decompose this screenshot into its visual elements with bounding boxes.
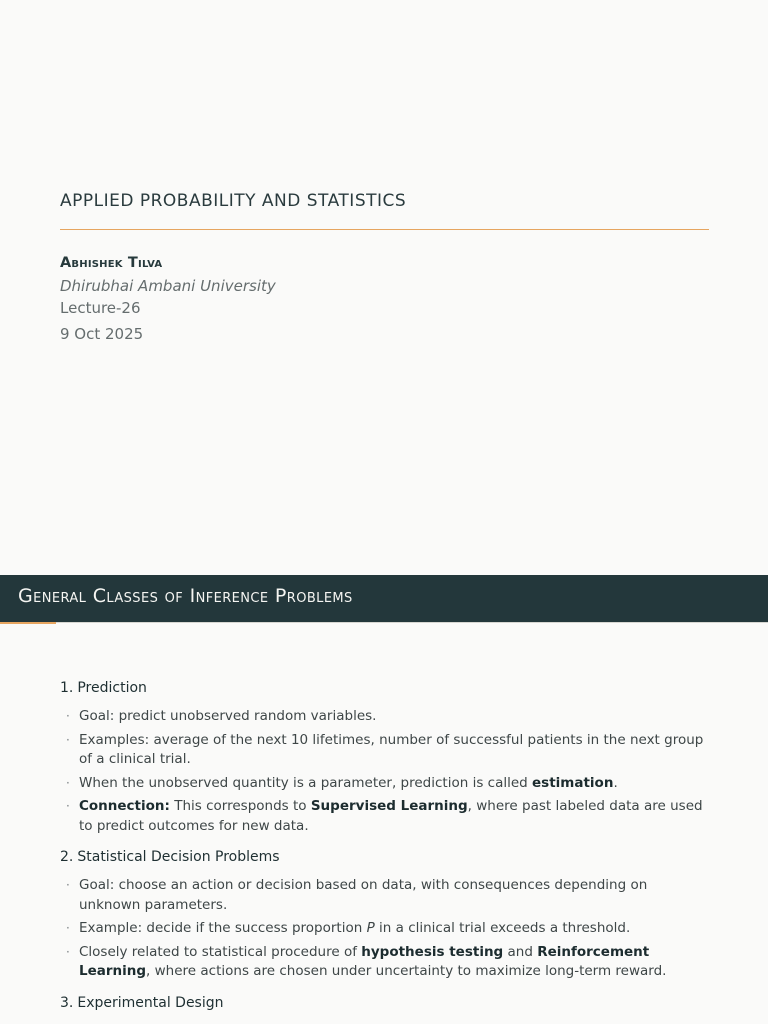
bullet-item xyxy=(60,919,710,939)
frame-progress-track xyxy=(0,622,768,623)
institution-name: Dhirubhai Ambani University xyxy=(60,277,276,295)
bullet-emphasis: Connection: xyxy=(79,798,170,814)
section-heading xyxy=(60,678,710,698)
deck-title: APPLIED PROBABILITY AND STATISTICS xyxy=(60,191,407,212)
bullet-text: P xyxy=(366,920,375,936)
bullet-text: , where past labeled data are used to predict outcomes for new data. xyxy=(79,798,703,834)
bullet-dot-icon: · xyxy=(66,878,70,892)
section-title: Experimental Design xyxy=(77,994,224,1011)
bullet-text: , where actions are chosen under uncertainty to maximize long-term reward. xyxy=(146,963,667,979)
bullet-text: This corresponds to xyxy=(169,798,311,814)
bullet-text: . xyxy=(613,774,618,791)
section-heading xyxy=(60,847,710,867)
bullet-list xyxy=(60,707,710,836)
bullet-dot-icon: · xyxy=(66,709,70,723)
bullet-item xyxy=(60,707,710,727)
bullet-text: Examples: average of the next 10 lifetimes, number of successful patients in the next group of a clinical trial. xyxy=(79,731,704,767)
bullet-list xyxy=(60,876,710,982)
section-number: 1. xyxy=(60,680,74,696)
bullet-text: Goal: choose an action or decision based on data, with consequences depending on unknown parameters. xyxy=(79,877,648,913)
frame-title: General Classes of Inference Problems xyxy=(18,585,353,607)
section-number: 2. xyxy=(60,849,74,865)
bullet-emphasis: Reinforcement Learning xyxy=(79,943,650,979)
bullet-emphasis: hypothesis testing xyxy=(361,943,504,960)
bullet-item xyxy=(60,731,710,770)
frame-title-bar xyxy=(0,575,768,622)
lecture-date: 9 Oct 2025 xyxy=(60,325,144,343)
lecture-number: Lecture-26 xyxy=(60,299,141,317)
section-heading xyxy=(60,993,710,1013)
slide-content xyxy=(60,678,710,1022)
bullet-dot-icon: · xyxy=(66,732,70,747)
bullet-item xyxy=(60,943,710,982)
bullet-text: and xyxy=(503,943,538,960)
author-name: Abhishek Tilva xyxy=(60,255,163,271)
bullet-item xyxy=(60,774,710,794)
section-title: Statistical Decision Problems xyxy=(77,849,280,865)
bullet-text: Goal: predict unobserved random variables. xyxy=(79,708,377,724)
bullet-emphasis: estimation xyxy=(532,774,614,791)
bullet-item xyxy=(60,797,710,836)
section-title: Prediction xyxy=(77,680,147,696)
bullet-text: Closely related to statistical procedure of xyxy=(79,943,362,960)
bullet-dot-icon: · xyxy=(66,799,70,813)
bullet-dot-icon: · xyxy=(66,944,70,959)
bullet-dot-icon: · xyxy=(66,775,70,790)
bullet-text: in a clinical trial exceeds a threshold. xyxy=(374,920,631,936)
bullet-item xyxy=(60,876,710,915)
bullet-emphasis: Supervised Learning xyxy=(310,798,468,814)
section-number: 3. xyxy=(60,994,74,1011)
bullet-dot-icon: · xyxy=(66,921,70,935)
title-rule xyxy=(60,229,709,230)
frame-progress-bar xyxy=(0,622,56,624)
bullet-text: When the unobserved quantity is a parameter, prediction is called xyxy=(79,774,533,791)
bullet-text: Example: decide if the success proportion xyxy=(79,920,367,936)
